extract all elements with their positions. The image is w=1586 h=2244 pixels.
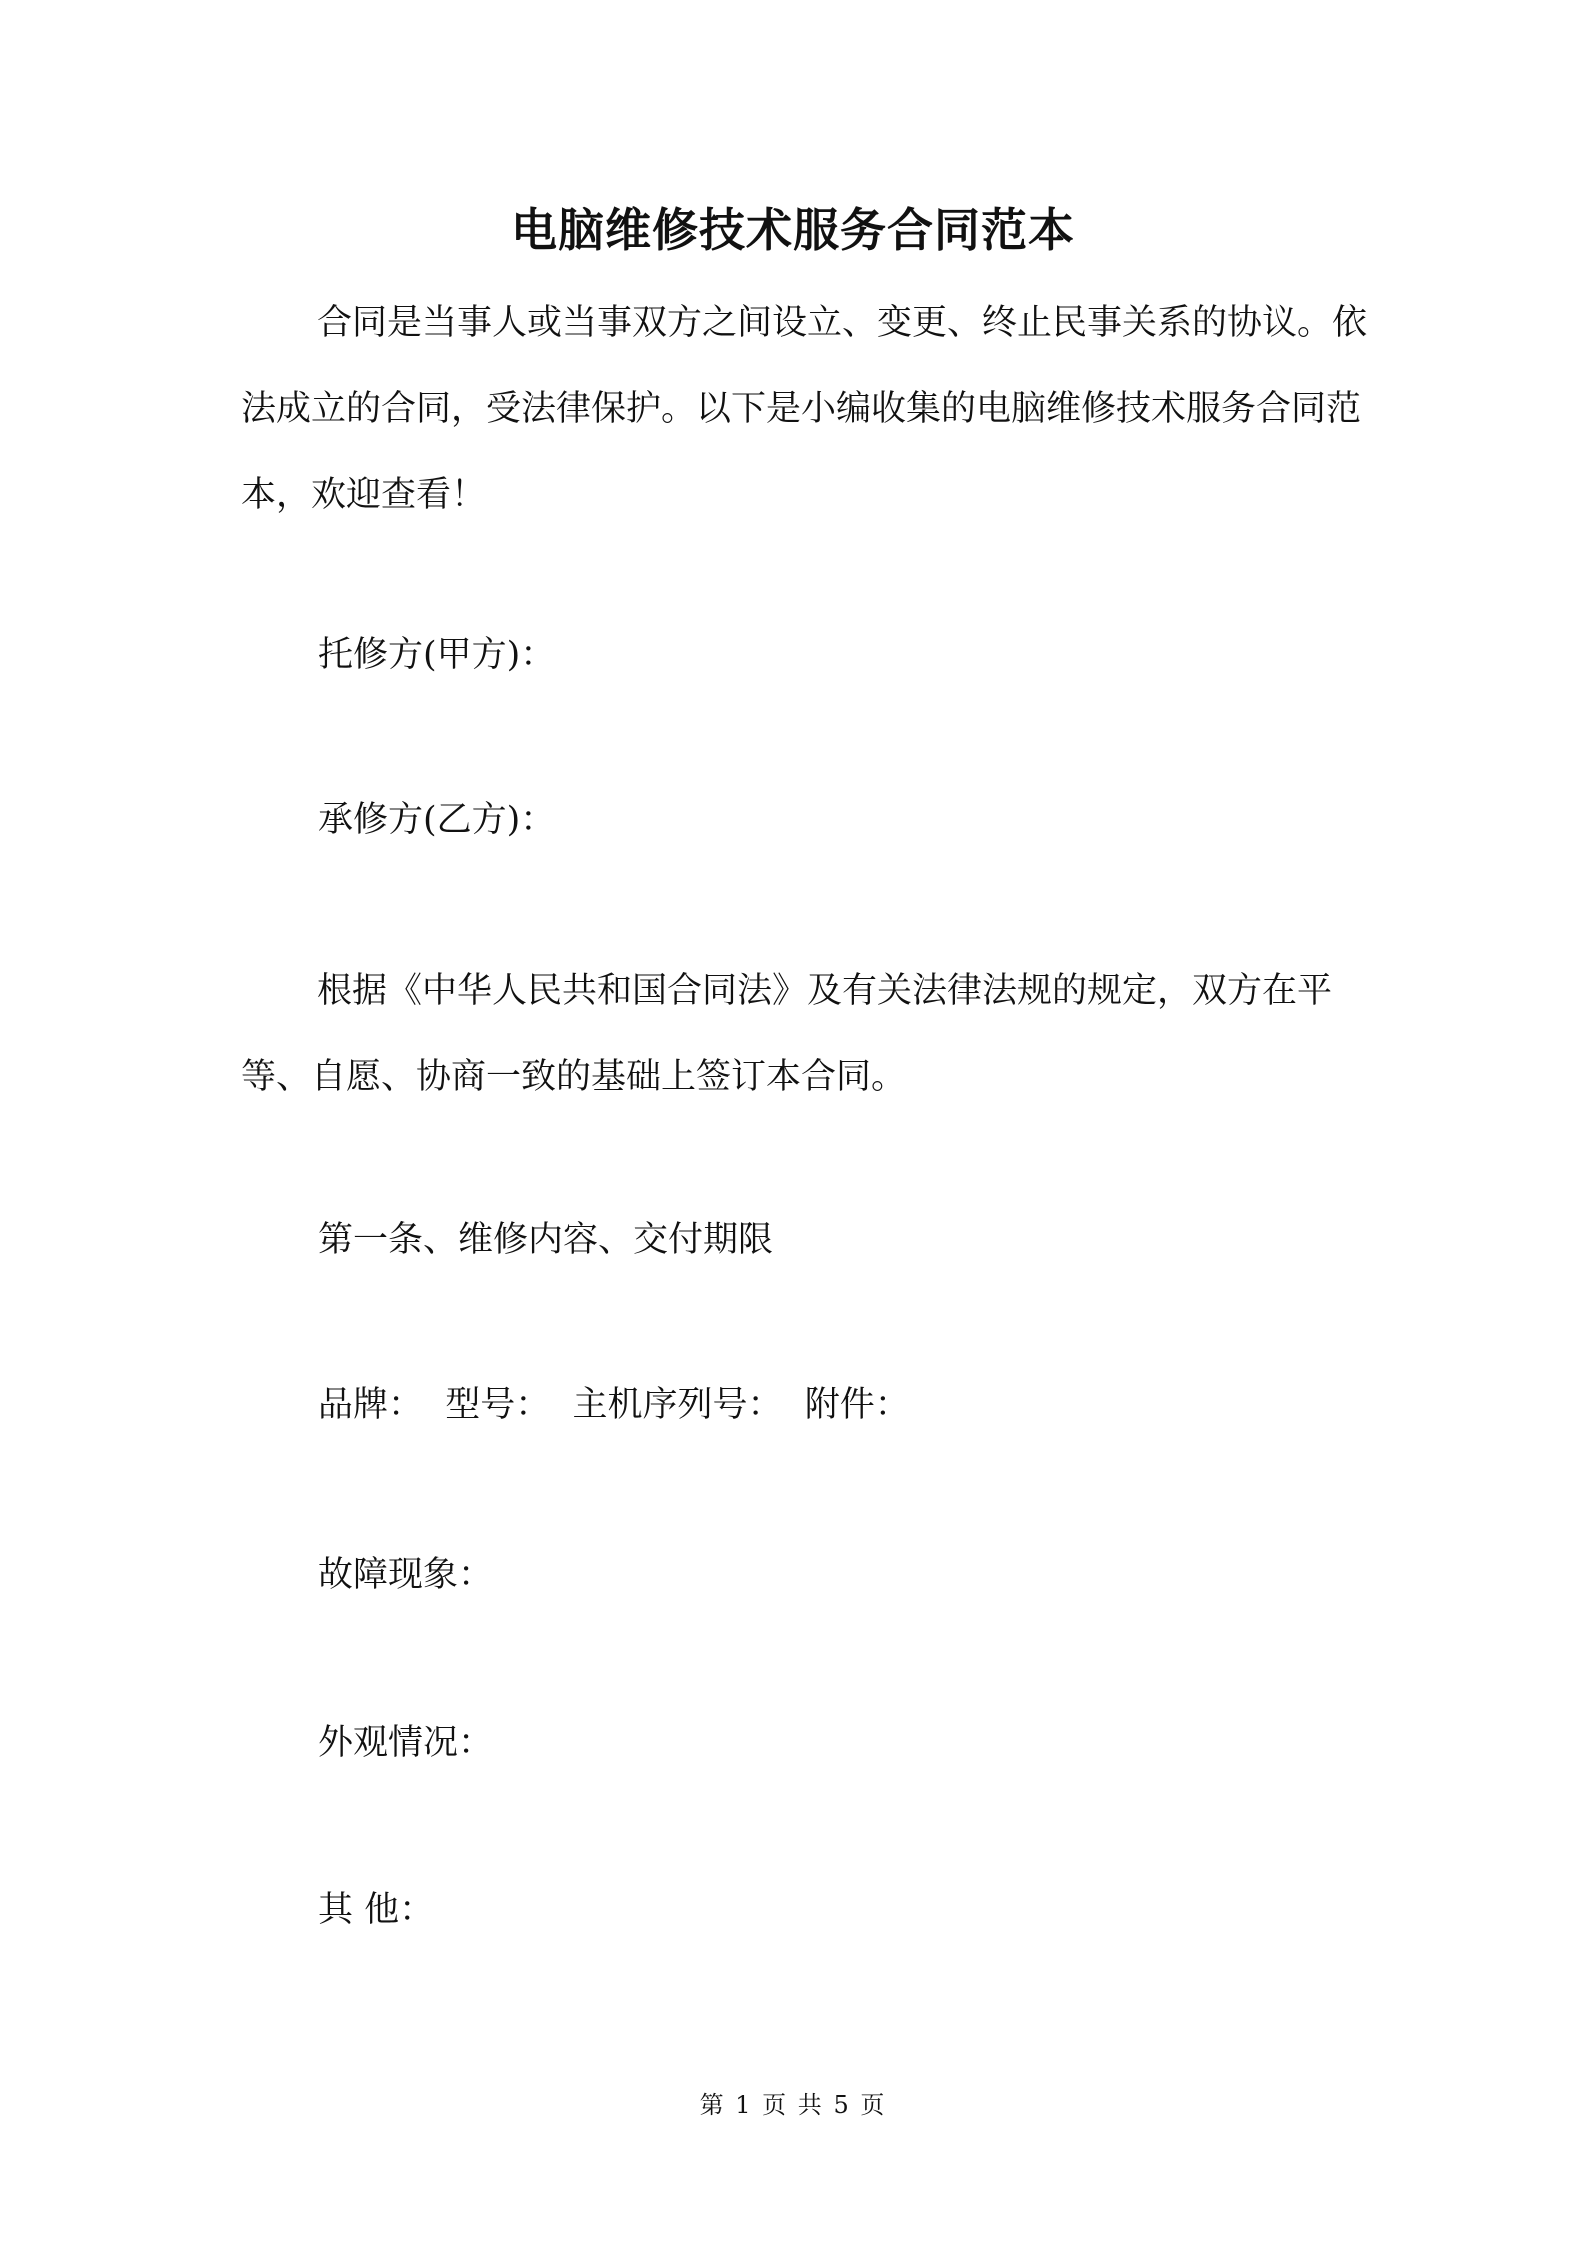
other-line: 其 他：: [318, 1890, 435, 1930]
article-1-heading: 第一条、维修内容、交付期限: [318, 1220, 774, 1260]
device-fields-line: 品牌： 型号： 主机序列号： 附件：: [318, 1385, 910, 1425]
intro-paragraph: 合同是当事人或当事双方之间设立、变更、终止民事关系的协议。依法成立的合同，受法律保护。以下是小编收集的电脑维修技术服务合同范本，欢迎查看！: [241, 303, 1368, 515]
appearance-line: 外观情况：: [318, 1723, 494, 1763]
party-a-line: 托修方(甲方)：: [318, 635, 556, 675]
fault-line: 故障现象：: [318, 1555, 494, 1595]
document-title: 电脑维修技术服务合同范本: [511, 203, 1075, 257]
page-footer: 第 1 页 共 5 页: [699, 2091, 887, 2119]
party-b-line: 承修方(乙方)：: [318, 800, 556, 840]
basis-paragraph: 根据《中华人民共和国合同法》及有关法律法规的规定，双方在平等、自愿、协商一致的基础上签订本合同。: [241, 971, 1333, 1097]
